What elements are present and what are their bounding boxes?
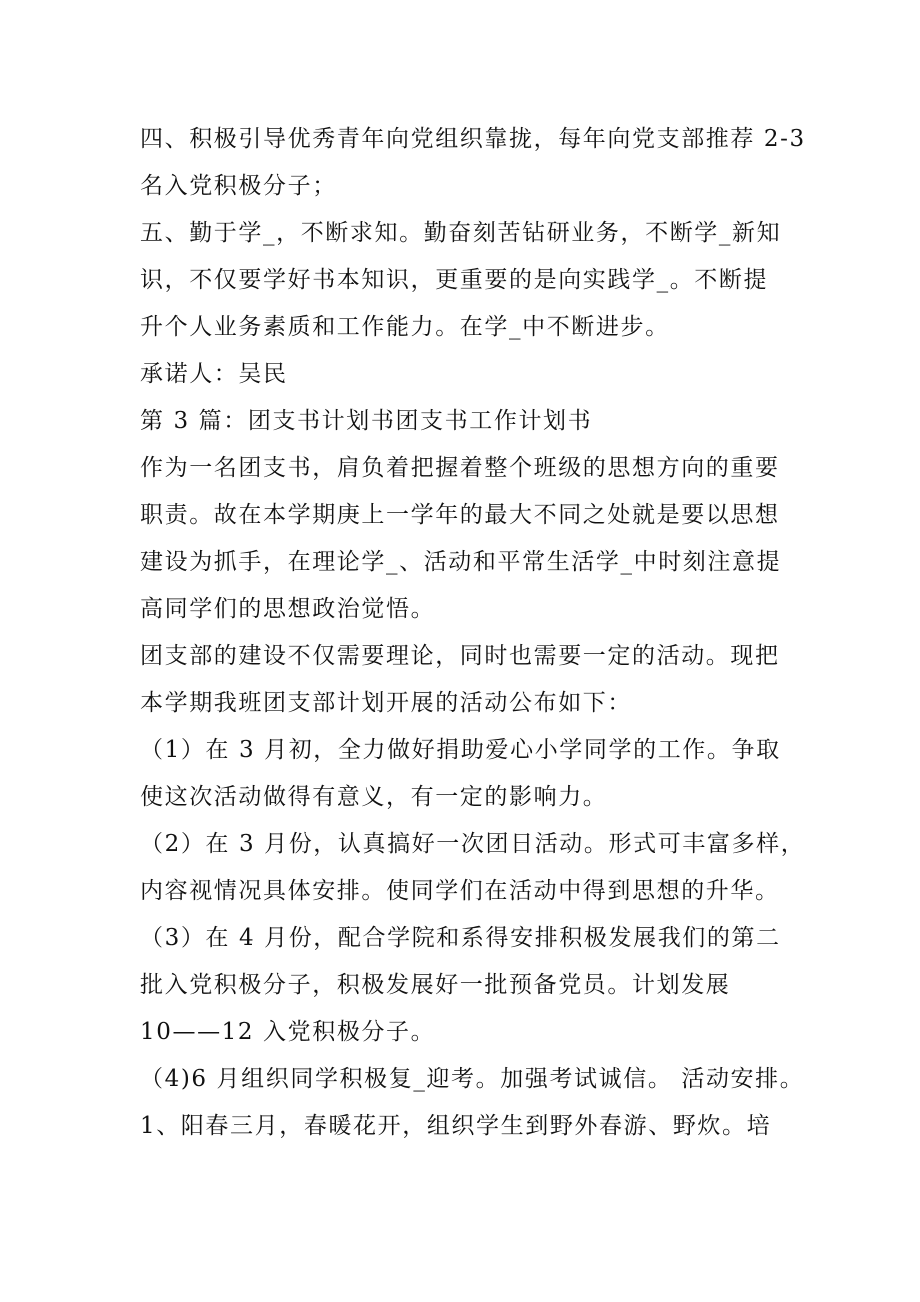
document-body	[140, 116, 806, 1150]
text-line: 1、阳春三月，春暖花开，组织学生到野外春游、野炊。培	[140, 1113, 772, 1139]
text-line: 五、勤于学_，不断求知。勤奋刻苦钻研业务，不断学_新知	[140, 220, 782, 246]
text-line: 本学期我班团支部计划开展的活动公布如下：	[140, 690, 632, 716]
text-line: 作为一名团支书，肩负着把握着整个班级的思想方向的重要	[140, 455, 780, 481]
section-heading: 第 3 篇：团支书计划书团支书工作计划书	[140, 408, 593, 434]
text-line: 建设为抓手，在理论学_、活动和平常生活学_中时刻注意提	[140, 549, 782, 575]
list-item-2: （2）在 3 月份，认真搞好一次团日活动。形式可丰富多样，	[140, 831, 806, 857]
list-item-4: （4)6 月组织同学积极复_迎考。加强考试诚信。 活动安排。	[140, 1066, 805, 1092]
text-line: 职责。故在本学期庚上一学年的最大不同之处就是要以思想	[140, 502, 780, 528]
text-line: 四、积极引导优秀青年向党组织靠拢，每年向党支部推荐 2-3	[140, 126, 806, 152]
signature-line: 承诺人：吴民	[140, 361, 288, 387]
list-item-3: （3）在 4 月份，配合学院和系得安排积极发展我们的第二	[140, 925, 781, 951]
list-item-1: （1）在 3 月初，全力做好捐助爱心小学同学的工作。争取	[140, 737, 781, 763]
text-line: 团支部的建设不仅需要理论，同时也需要一定的活动。现把	[140, 643, 780, 669]
text-line: 使这次活动做得有意义，有一定的影响力。	[140, 784, 608, 810]
text-line: 识，不仅要学好书本知识，更重要的是向实践学_。不断提	[140, 267, 769, 293]
text-line: 10——12 入党积极分子。	[140, 1019, 436, 1045]
text-line: 高同学们的思想政治觉悟。	[140, 596, 436, 622]
text-line: 升个人业务素质和工作能力。在学_中不断进步。	[140, 314, 670, 340]
text-line: 批入党积极分子，积极发展好一批预备党员。计划发展	[140, 972, 731, 998]
text-line: 内容视情况具体安排。使同学们在活动中得到思想的升华。	[140, 878, 780, 904]
text-line: 名入党积极分子；	[140, 173, 337, 199]
